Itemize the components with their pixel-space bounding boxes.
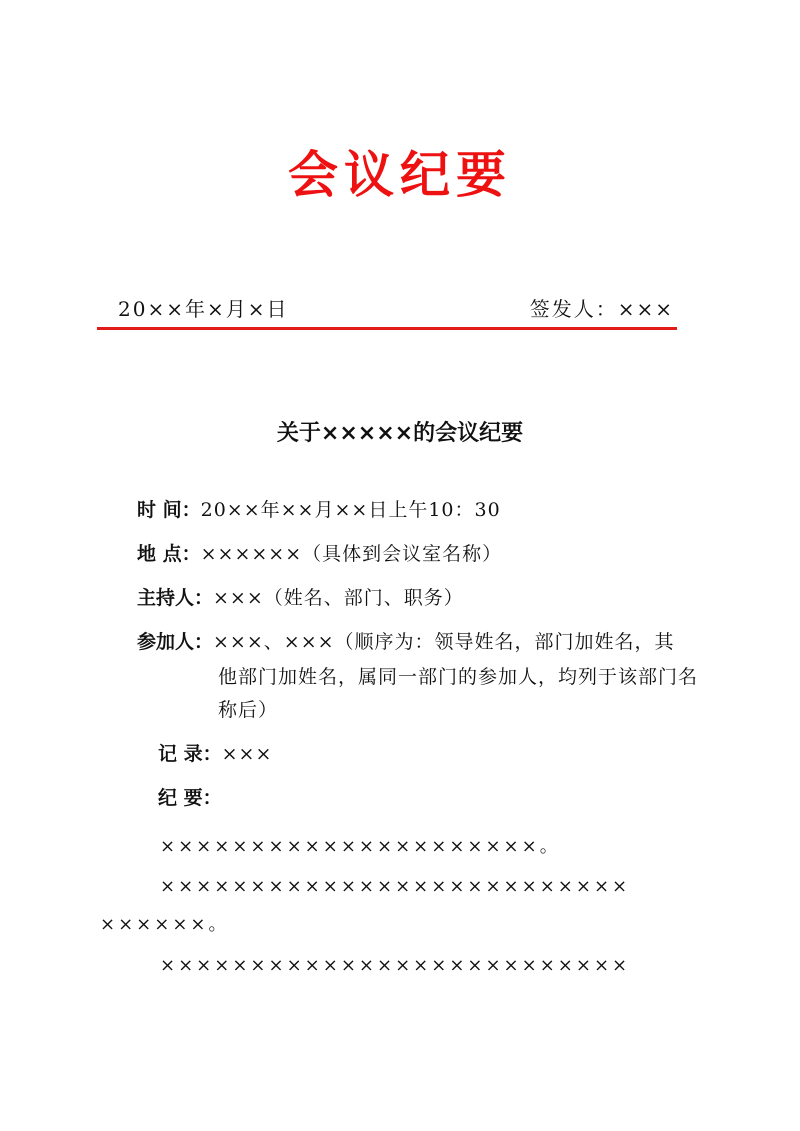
document-title: 会议纪要 [288, 146, 512, 204]
body-paragraph-2: ×××××××××××××××××××××××××× [160, 876, 631, 897]
field-host-label: 主持人： [137, 587, 214, 609]
meeting-subject: 关于×××××的会议纪要 [276, 421, 524, 446]
issue-date: 20××年×月×日 [118, 297, 289, 321]
field-place-value: ××××××（具体到会议室名称） [200, 543, 503, 565]
field-participants-line2: 他部门加姓名，属同一部门的参加人，均列于该部门名 [218, 666, 699, 688]
field-participants-label: 参加人： [137, 631, 214, 653]
body-paragraph-2-cont: ××××××。 [100, 914, 230, 935]
field-summary [158, 781, 222, 815]
field-host-value: ×××（姓名、部门、职务） [213, 587, 464, 609]
field-time [137, 493, 501, 527]
field-host [137, 581, 464, 615]
header-divider [97, 327, 677, 330]
body-paragraph-1: ×××××××××××××××××××××。 [160, 836, 561, 857]
field-recorder [158, 737, 272, 771]
field-participants-line1: ×××、×××（顺序为：领导姓名，部门加姓名，其 [213, 631, 675, 653]
field-place-label: 地 点： [137, 543, 201, 565]
field-time-label: 时 间： [137, 499, 201, 521]
field-participants-line3: 称后） [218, 699, 279, 721]
field-recorder-label: 记 录： [158, 743, 222, 765]
field-recorder-value: ××× [221, 743, 273, 765]
issuer: 签发人：××× [529, 297, 674, 321]
field-participants [137, 625, 675, 659]
body-paragraph-3: ×××××××××××××××××××××××××× [160, 955, 631, 976]
field-summary-label: 纪 要： [158, 787, 222, 809]
field-place [137, 537, 502, 571]
field-time-value: 20××年××月××日上午10：30 [200, 499, 501, 521]
